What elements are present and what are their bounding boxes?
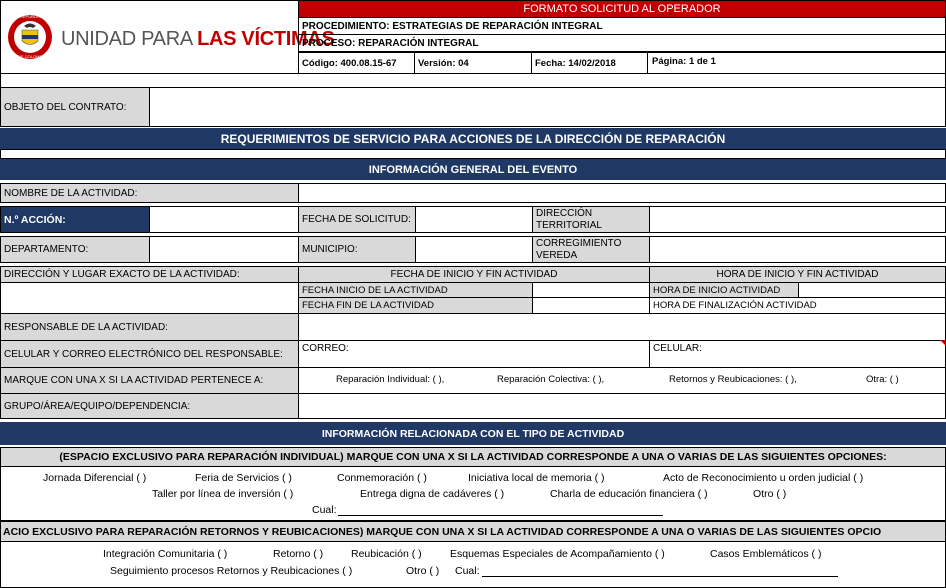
section-activity-type-text: INFORMACIÓN RELACIONADA CON EL TIPO DE ACTIVIDAD — [321, 427, 625, 440]
address-field[interactable] — [0, 282, 299, 314]
responsible-field[interactable] — [298, 313, 946, 341]
request-date-label — [298, 206, 416, 233]
spacer-row-2 — [0, 149, 946, 159]
activity-name-text: NOMBRE DE LA ACTIVIDAD: — [4, 187, 138, 199]
action-no-label — [0, 206, 150, 233]
start-date-text: FECHA INICIO DE LA ACTIVIDAD — [302, 284, 448, 296]
code-label — [298, 52, 415, 74]
request-date-field[interactable] — [415, 206, 533, 233]
start-date-label — [298, 282, 533, 298]
org-name-part1: UNIDAD PARA — [61, 28, 198, 50]
returns-heading-text: ACIO EXCLUSIVO PARA REPARACIÓN RETORNOS Y REUBICACIONES) MARQUE CON UNA X SI LA ACTIVIDAD CORRESPONDE A UNA O VARIAS DE LAS SIGUIENTES OPCIO — [3, 526, 882, 538]
ret-opt-reubicacion[interactable]: Reubicación ( ) — [351, 548, 422, 560]
section-activity-type-title — [0, 422, 946, 445]
version-text: Versión: 04 — [418, 57, 469, 69]
ind-which-line[interactable] — [338, 515, 663, 516]
municipality-field[interactable] — [415, 236, 533, 263]
page-label — [647, 52, 946, 74]
version-label — [414, 52, 532, 74]
individual-heading — [1, 448, 945, 467]
mark-type-label — [0, 367, 299, 394]
start-hour-label — [649, 282, 799, 298]
ret-which-line[interactable] — [482, 576, 838, 577]
process-label — [298, 34, 946, 52]
seal-text-top: REPÚBLICA — [20, 14, 43, 19]
request-date-text: FECHA DE SOLICITUD: — [302, 214, 411, 225]
form-title — [298, 0, 946, 18]
end-hour-label — [649, 297, 946, 314]
opt-individual[interactable]: Reparación Individual: ( ), — [336, 374, 445, 385]
cell-label: CELULAR: — [653, 343, 702, 354]
end-date-text: FECHA FIN DE LA ACTIVIDAD — [302, 300, 434, 311]
end-date-label — [298, 297, 533, 314]
hours-header-text: HORA DE INICIO Y FIN ACTIVIDAD — [716, 269, 879, 280]
hours-header — [649, 266, 946, 283]
ind-opt-taller[interactable]: Taller por línea de inversión ( ) — [152, 488, 294, 500]
ret-which-label: Cual: — [455, 565, 480, 577]
contact-text: CELULAR Y CORREO ELECTRÓNICO DEL RESPONSABLE: — [4, 348, 283, 360]
org-name-part2: LAS VÍCTIMAS — [197, 28, 335, 50]
ret-opt-integracion[interactable]: Integración Comunitaria ( ) — [103, 548, 228, 560]
ret-opt-casos[interactable]: Casos Emblemáticos ( ) — [710, 548, 822, 560]
email-label: CORREO: — [302, 343, 349, 354]
logo-box — [0, 0, 335, 74]
code-text: Código: 400.08.15-67 — [302, 57, 397, 69]
ind-opt-charla[interactable]: Charla de educación financiera ( ) — [550, 488, 708, 500]
date-label — [531, 52, 648, 74]
individual-heading-text: (ESPACIO EXCLUSIVO PARA REPARACIÓN INDIVIDUAL) MARQUE CON UNA X SI LA ACTIVIDAD CORRESPONDE A UNA O VARIAS DE LAS SIGUIENTES OPCIONES: — [59, 451, 887, 463]
section-general-title — [0, 159, 946, 180]
end-date-field[interactable] — [532, 297, 650, 314]
ind-opt-feria[interactable]: Feria de Servicios ( ) — [195, 472, 292, 484]
ind-opt-iniciativa[interactable]: Iniciativa local de memoria ( ) — [468, 472, 605, 484]
procedure-text: PROCEDIMIENTO: ESTRATEGIAS DE REPARACIÓN INTEGRAL — [302, 20, 603, 32]
end-hour-text: HORA DE FINALIZACIÓN ACTIVIDAD — [653, 300, 817, 311]
group-field[interactable] — [298, 393, 946, 419]
group-label — [0, 393, 299, 419]
ret-opt-otro[interactable]: Otro ( ) — [406, 565, 440, 577]
municipality-text: MUNICIPIO: — [302, 244, 358, 255]
department-text: DEPARTAMENTO: — [4, 244, 89, 255]
procedure-label — [298, 17, 946, 35]
contract-label — [0, 87, 150, 127]
dates-header — [298, 266, 650, 283]
direction-line2: TERRITORIAL — [536, 220, 602, 231]
opt-other[interactable]: Otra: ( ) — [866, 374, 899, 385]
ind-which-label: Cual: — [312, 504, 337, 516]
direction-label — [532, 206, 650, 233]
ind-opt-conmemoracion[interactable]: Conmemoración ( ) — [337, 472, 427, 484]
contact-label — [0, 340, 299, 368]
ret-opt-esquemas[interactable]: Esquemas Especiales de Acompañamiento ( ) — [450, 548, 665, 560]
org-logo-text — [61, 28, 335, 51]
ind-opt-acto[interactable]: Acto de Reconocimiento u orden judicial ( ) — [663, 472, 864, 484]
direction-field[interactable] — [649, 206, 946, 233]
opt-returns[interactable]: Retornos y Reubicaciones: ( ), — [669, 374, 797, 385]
responsible-label — [0, 313, 299, 341]
date-text: Fecha: 14/02/2018 — [535, 57, 616, 69]
section-general-text: INFORMACIÓN GENERAL DEL EVENTO — [368, 163, 578, 176]
direction-line1: DIRECCIÓN — [536, 208, 593, 219]
returns-heading — [1, 522, 945, 542]
address-text: DIRECCIÓN Y LUGAR EXACTO DE LA ACTIVIDAD: — [4, 269, 240, 280]
process-text: PROCESO: REPARACIÓN INTEGRAL — [302, 37, 479, 49]
municipality-label — [298, 236, 416, 263]
start-hour-field[interactable] — [798, 282, 946, 298]
seal-text-bottom: DE COLOMBIA — [18, 54, 46, 59]
activity-name-field[interactable] — [298, 183, 946, 203]
section-main-title — [0, 128, 946, 149]
comment-marker-icon — [940, 340, 946, 346]
ret-opt-retorno[interactable]: Retorno ( ) — [273, 548, 324, 560]
cell-field[interactable] — [649, 340, 946, 368]
ind-opt-entrega[interactable]: Entrega digna de cadáveres ( ) — [360, 488, 505, 500]
activity-name-label — [0, 183, 299, 203]
start-hour-text: HORA DE INICIO ACTIVIDAD — [653, 284, 781, 296]
spacer-row — [0, 73, 946, 88]
ret-opt-seguimiento[interactable]: Seguimiento procesos Retornos y Reubicaciones ( ) — [110, 565, 353, 577]
township-label — [532, 236, 650, 263]
section-main-text: REQUERIMIENTOS DE SERVICIO PARA ACCIONES DE LA DIRECCIÓN DE REPARACIÓN — [220, 131, 726, 146]
ind-opt-otro[interactable]: Otro ( ) — [753, 488, 787, 500]
start-date-field[interactable] — [532, 282, 650, 298]
group-text: GRUPO/ÁREA/EQUIPO/DEPENDENCIA: — [4, 400, 191, 412]
township-line1: CORREGIMIENTO — [536, 238, 622, 249]
department-label — [0, 236, 150, 263]
opt-collective[interactable]: Reparación Colectiva: ( ), — [497, 374, 605, 385]
responsible-text: RESPONSABLE DE LA ACTIVIDAD: — [4, 321, 168, 333]
township-field[interactable] — [649, 236, 946, 263]
township-line2: VEREDA — [536, 250, 578, 261]
mark-type-text: MARQUE CON UNA X SI LA ACTIVIDAD PERTENECE A: — [4, 375, 264, 386]
ind-opt-jornada[interactable]: Jornada Diferencial ( ) — [43, 472, 147, 484]
dates-header-text: FECHA DE INICIO Y FIN ACTIVIDAD — [390, 269, 558, 280]
address-label — [0, 266, 299, 283]
contract-field[interactable] — [149, 87, 946, 127]
action-no-field[interactable] — [149, 206, 299, 233]
page-text: Página: 1 de 1 — [652, 56, 716, 67]
department-field[interactable] — [149, 236, 299, 263]
form-title-text: FORMATO SOLICITUD AL OPERADOR — [523, 3, 721, 15]
action-no-text: N.º ACCIÓN: — [4, 213, 66, 226]
mark-type-options — [298, 367, 946, 394]
email-field[interactable] — [298, 340, 650, 368]
contract-label-text: OBJETO DEL CONTRATO: — [4, 101, 127, 113]
